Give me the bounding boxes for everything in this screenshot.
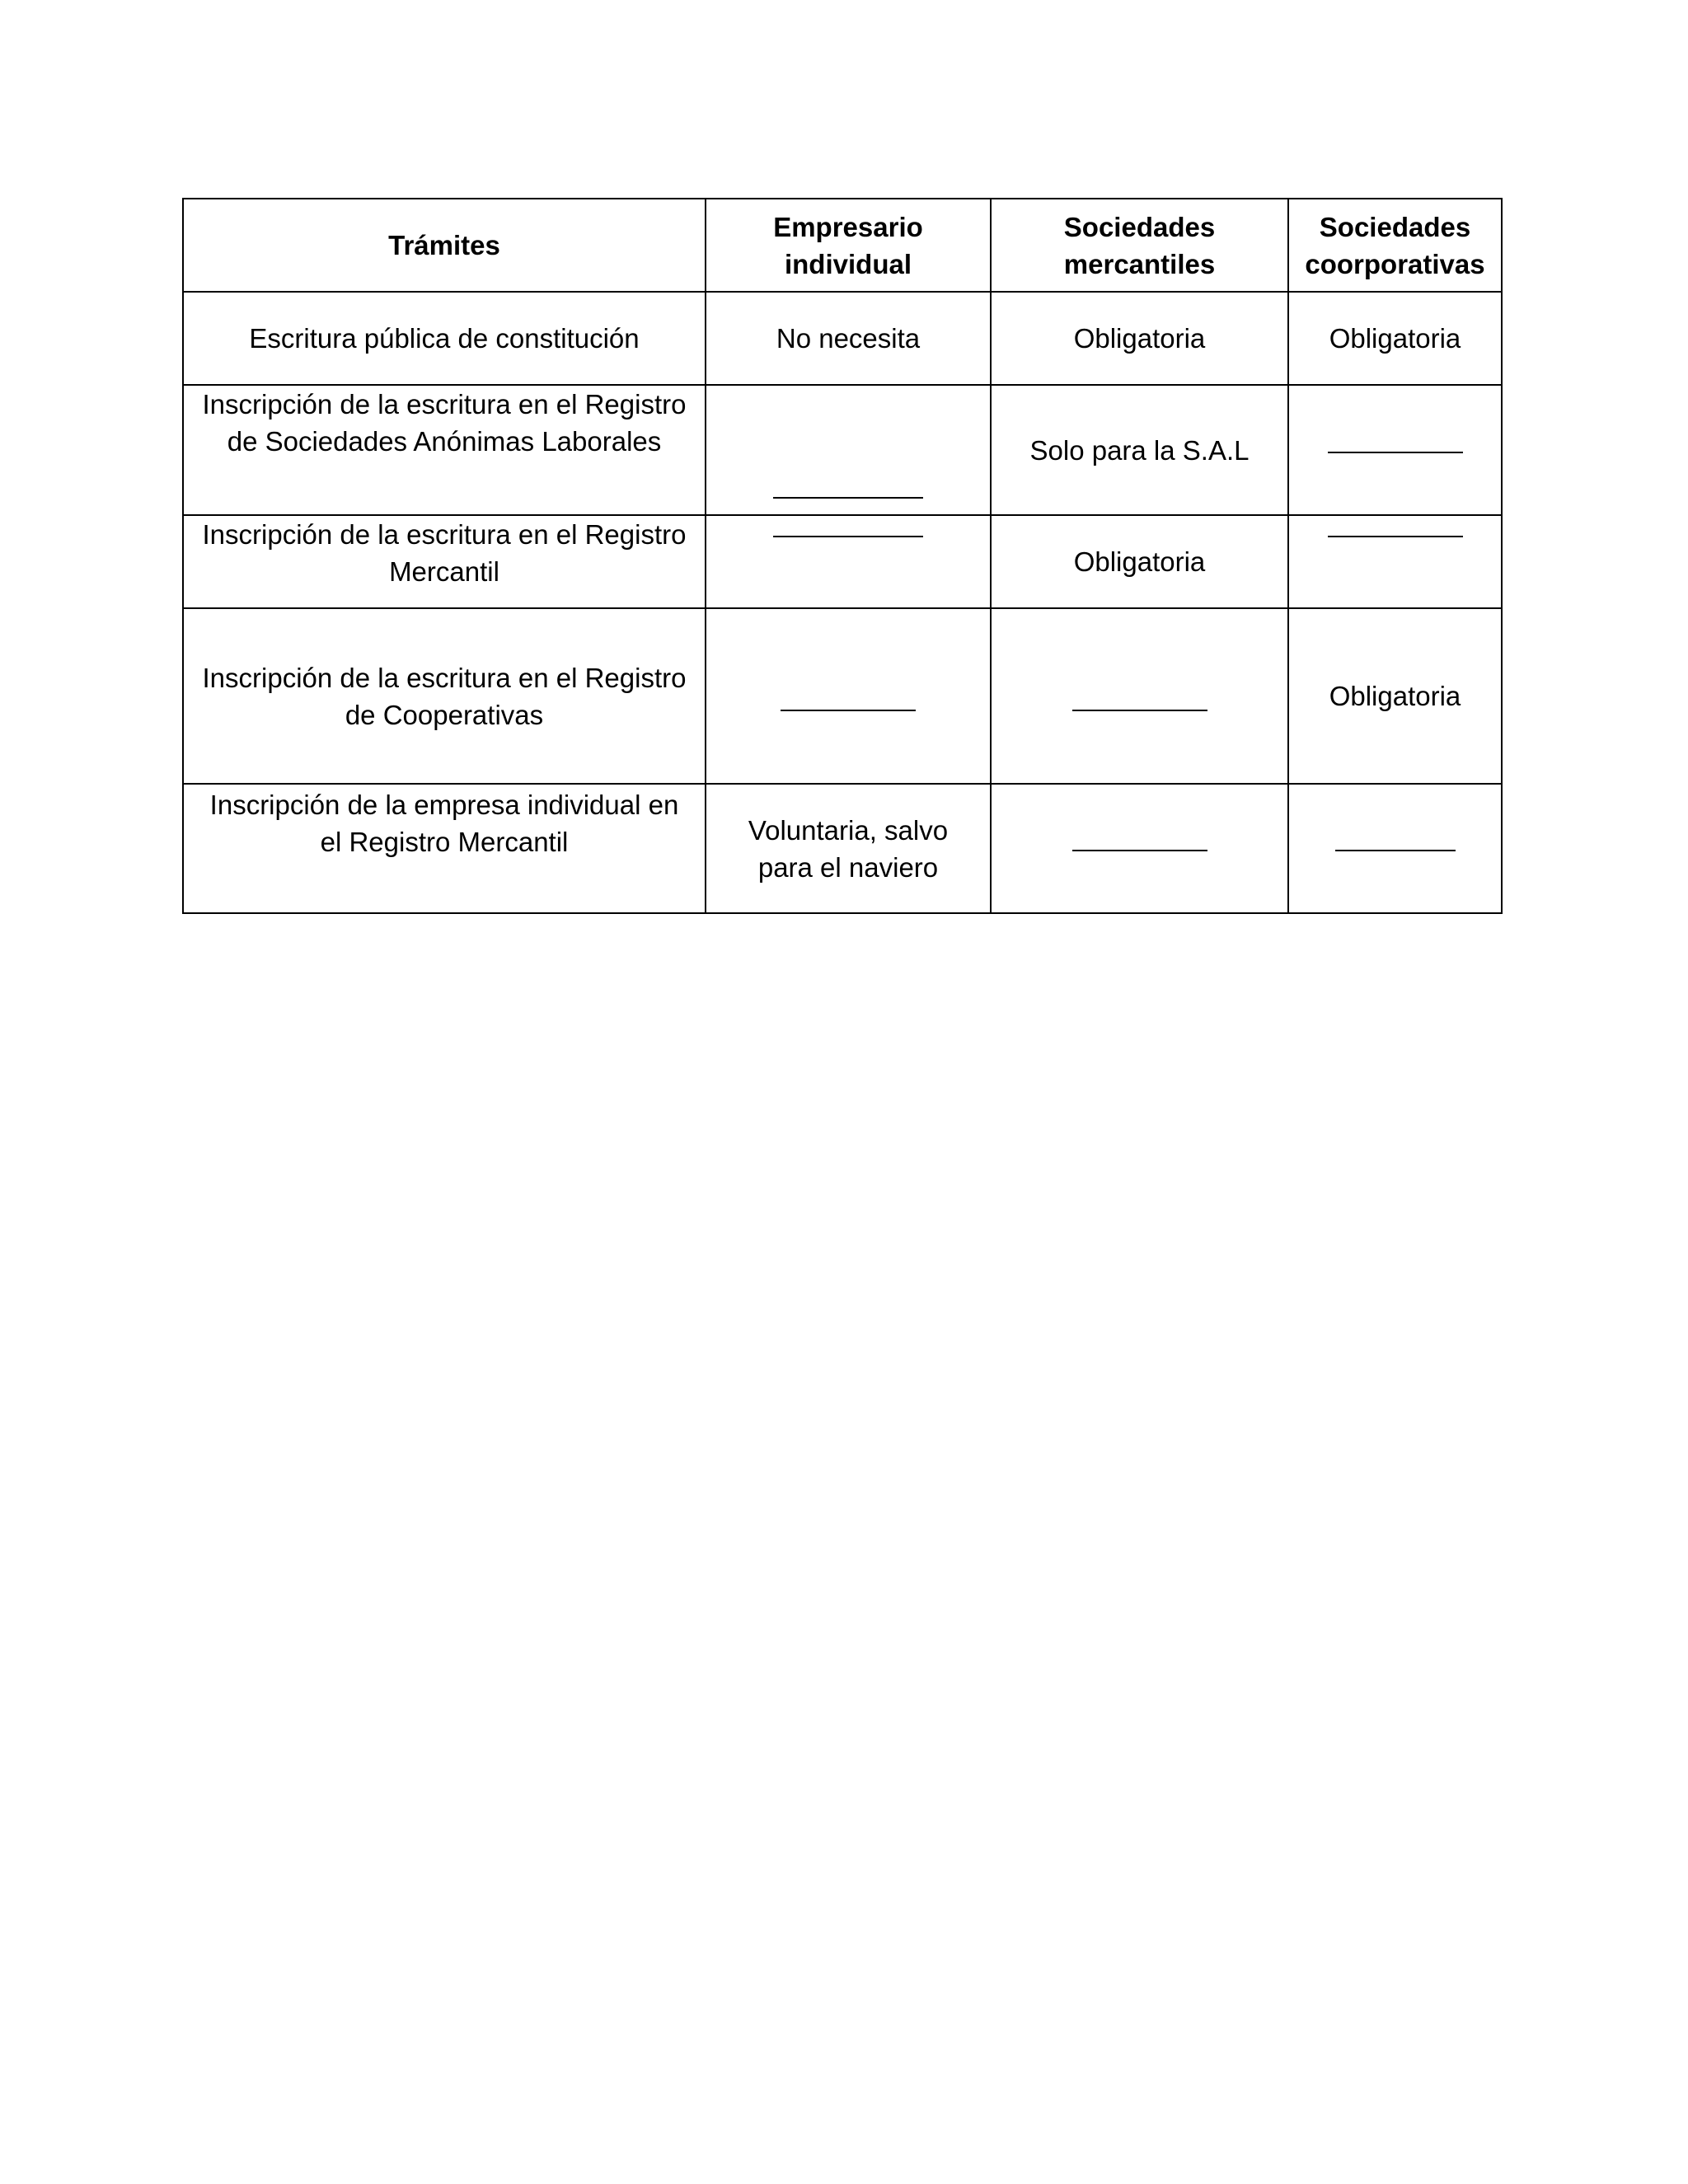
table-row [183,385,1502,515]
cell-mercantiles [991,608,1288,784]
table-row [183,784,1502,913]
cell-mercantiles [991,784,1288,913]
blank-line [1335,850,1456,851]
blank-line [1072,710,1207,711]
blank-line [773,536,923,537]
cell-cooperativas [1288,385,1502,515]
cell-empresario: Voluntaria, salvo para el naviero [706,784,991,913]
cell-empresario [706,608,991,784]
table-row [183,608,1502,784]
header-sociedades-mercantiles: Sociedades mercantiles [991,199,1288,292]
blank-line [781,710,916,711]
blank-line [1328,452,1463,453]
blank-line [1328,536,1463,537]
cell-cooperativas [1288,515,1502,608]
cell-mercantiles: Obligatoria [991,515,1288,608]
header-tramites: Trámites [183,199,706,292]
cell-mercantiles: Solo para la S.A.L [991,385,1288,515]
cell-cooperativas: Obligatoria [1288,608,1502,784]
table-row [183,292,1502,385]
cell-tramite: Inscripción de la escritura en el Registro de Sociedades Anónimas Laborales [183,385,706,515]
header-empresario-individual: Empresario individual [706,199,991,292]
cell-empresario: No necesita [706,292,991,385]
cell-tramite: Escritura pública de constitución [183,292,706,385]
cell-tramite: Inscripción de la empresa individual en el Registro Mercantil [183,784,706,913]
cell-empresario [706,385,991,515]
cell-empresario [706,515,991,608]
table-row [183,515,1502,608]
cell-cooperativas [1288,784,1502,913]
cell-tramite: Inscripción de la escritura en el Registro de Cooperativas [183,608,706,784]
blank-line [773,497,923,499]
cell-tramite: Inscripción de la escritura en el Registro Mercantil [183,515,706,608]
tramites-table [182,198,1503,914]
cell-mercantiles: Obligatoria [991,292,1288,385]
cell-cooperativas: Obligatoria [1288,292,1502,385]
table-header-row [183,199,1502,292]
blank-line [1072,850,1207,851]
header-sociedades-coorporativas: Sociedades coorporativas [1288,199,1502,292]
